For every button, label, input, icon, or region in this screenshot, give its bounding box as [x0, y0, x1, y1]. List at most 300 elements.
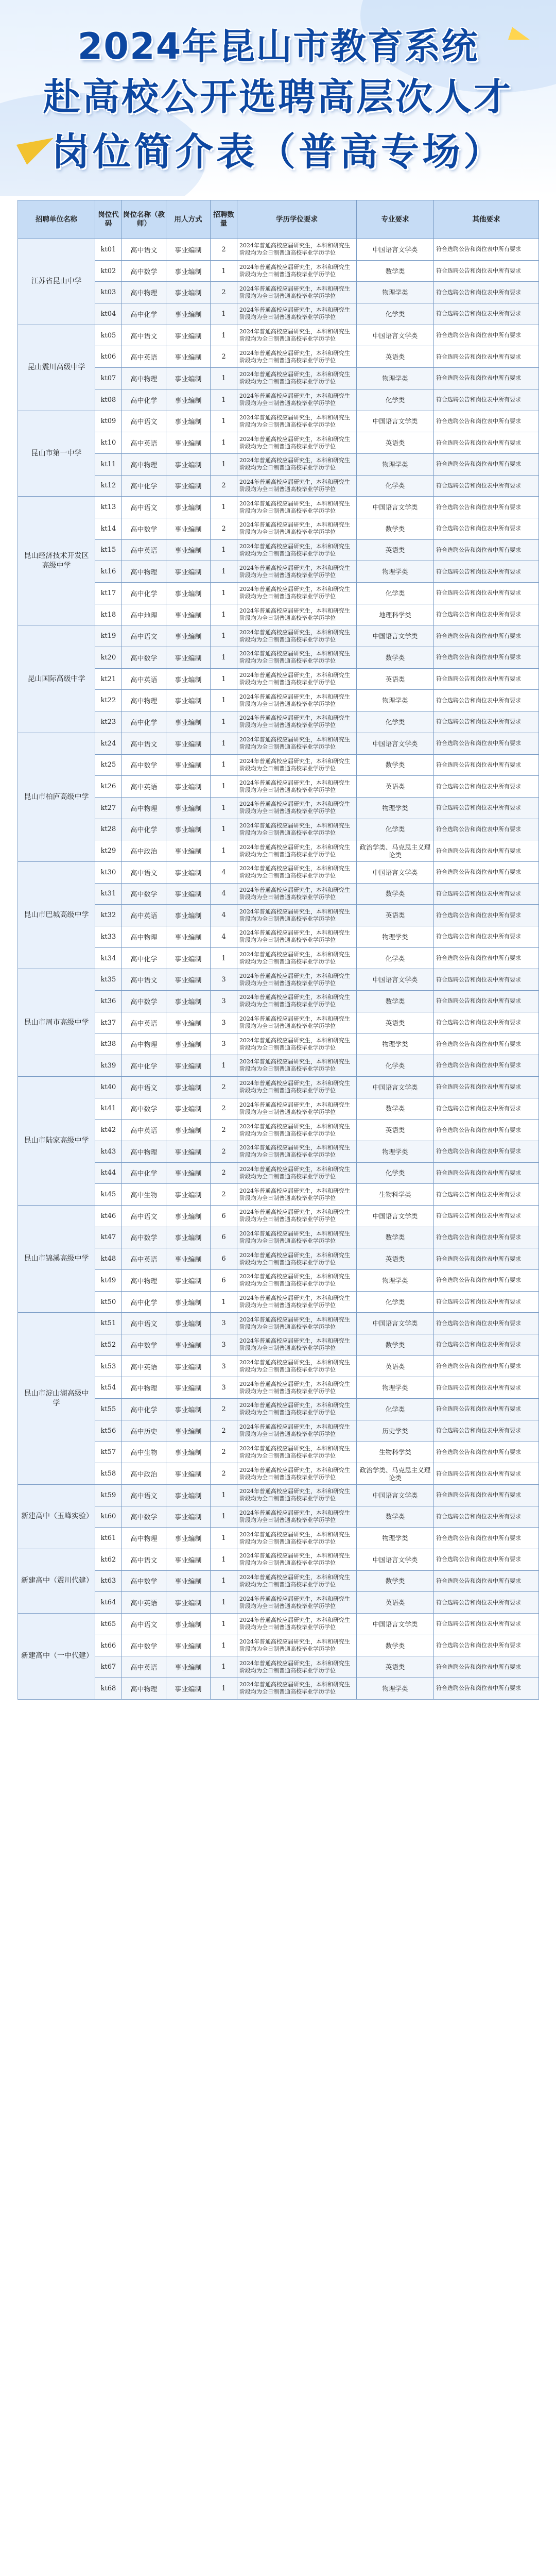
other-requirement-cell: 符合选聘公告和岗位表中所有要求 — [434, 303, 539, 325]
hire-count-cell: 1 — [211, 776, 237, 798]
education-requirement-cell: 2024年普通高校应届研究生，本科和研究生阶段均为全日制普通高校毕业学历学位 — [237, 346, 357, 368]
other-requirement-cell: 符合选聘公告和岗位表中所有要求 — [434, 926, 539, 948]
other-requirement-cell: 符合选聘公告和岗位表中所有要求 — [434, 1484, 539, 1506]
post-code-cell: kt39 — [95, 1055, 122, 1077]
hire-count-cell: 1 — [211, 668, 237, 690]
other-requirement-cell: 符合选聘公告和岗位表中所有要求 — [434, 668, 539, 690]
hire-count-cell: 1 — [211, 325, 237, 346]
education-requirement-cell: 2024年普通高校应届研究生，本科和研究生阶段均为全日制普通高校毕业学历学位 — [237, 561, 357, 583]
post-name-cell: 高中物理 — [122, 797, 166, 819]
post-name-cell: 高中数学 — [122, 1570, 166, 1592]
table-row — [18, 346, 539, 368]
employment-method-cell: 事业编制 — [166, 1635, 211, 1656]
education-requirement-cell: 2024年普通高校应届研究生，本科和研究生阶段均为全日制普通高校毕业学历学位 — [237, 1205, 357, 1227]
hire-count-cell: 6 — [211, 1227, 237, 1248]
column-header: 招聘单位名称 — [18, 200, 95, 239]
other-requirement-cell: 符合选聘公告和岗位表中所有要求 — [434, 282, 539, 303]
post-name-cell: 高中语文 — [122, 325, 166, 346]
education-requirement-cell: 2024年普通高校应届研究生，本科和研究生阶段均为全日制普通高校毕业学历学位 — [237, 1076, 357, 1098]
hire-count-cell: 1 — [211, 453, 237, 475]
other-requirement-cell: 符合选聘公告和岗位表中所有要求 — [434, 647, 539, 669]
major-requirement-cell: 数学类 — [357, 1506, 434, 1528]
post-name-cell: 高中语文 — [122, 733, 166, 754]
employment-method-cell: 事业编制 — [166, 926, 211, 948]
major-requirement-cell: 中国语言文学类 — [357, 969, 434, 991]
education-requirement-cell: 2024年普通高校应届研究生，本科和研究生阶段均为全日制普通高校毕业学历学位 — [237, 1055, 357, 1077]
employment-method-cell: 事业编制 — [166, 1248, 211, 1270]
major-requirement-cell: 中国语言文学类 — [357, 497, 434, 518]
other-requirement-cell: 符合选聘公告和岗位表中所有要求 — [434, 1570, 539, 1592]
unit-name-cell: 昆山市锦溪高级中学 — [18, 1205, 95, 1312]
education-requirement-cell: 2024年普通高校应届研究生，本科和研究生阶段均为全日制普通高校毕业学历学位 — [237, 1420, 357, 1442]
other-requirement-cell: 符合选聘公告和岗位表中所有要求 — [434, 1549, 539, 1570]
education-requirement-cell: 2024年普通高校应届研究生，本科和研究生阶段均为全日制普通高校毕业学历学位 — [237, 1355, 357, 1377]
post-code-cell: kt12 — [95, 475, 122, 497]
education-requirement-cell: 2024年普通高校应届研究生，本科和研究生阶段均为全日制普通高校毕业学历学位 — [237, 1506, 357, 1528]
major-requirement-cell: 中国语言文学类 — [357, 1614, 434, 1635]
post-code-cell: kt55 — [95, 1399, 122, 1420]
post-name-cell: 高中物理 — [122, 1033, 166, 1055]
employment-method-cell: 事业编制 — [166, 303, 211, 325]
hire-count-cell: 1 — [211, 647, 237, 669]
education-requirement-cell: 2024年普通高校应届研究生，本科和研究生阶段均为全日制普通高校毕业学历学位 — [237, 1549, 357, 1570]
post-name-cell: 高中英语 — [122, 1248, 166, 1270]
table-row — [18, 539, 539, 561]
column-header: 用人方式 — [166, 200, 211, 239]
employment-method-cell: 事业编制 — [166, 947, 211, 969]
major-requirement-cell: 中国语言文学类 — [357, 1313, 434, 1334]
post-code-cell: kt10 — [95, 432, 122, 454]
post-name-cell: 高中化学 — [122, 1055, 166, 1077]
post-name-cell: 高中化学 — [122, 303, 166, 325]
post-name-cell: 高中物理 — [122, 1528, 166, 1549]
employment-method-cell: 事业编制 — [166, 453, 211, 475]
major-requirement-cell: 化学类 — [357, 1162, 434, 1184]
post-code-cell: kt13 — [95, 497, 122, 518]
post-name-cell: 高中英语 — [122, 1012, 166, 1033]
post-code-cell: kt26 — [95, 776, 122, 798]
post-name-cell: 高中语文 — [122, 1484, 166, 1506]
table-row — [18, 518, 539, 539]
post-name-cell: 高中语文 — [122, 411, 166, 432]
table-row — [18, 797, 539, 819]
education-requirement-cell: 2024年普通高校应届研究生，本科和研究生阶段均为全日制普通高校毕业学历学位 — [237, 1012, 357, 1033]
employment-method-cell: 事业编制 — [166, 1076, 211, 1098]
major-requirement-cell: 物理学类 — [357, 926, 434, 948]
other-requirement-cell: 符合选聘公告和岗位表中所有要求 — [434, 819, 539, 840]
major-requirement-cell: 化学类 — [357, 583, 434, 604]
post-code-cell: kt04 — [95, 303, 122, 325]
post-name-cell: 高中物理 — [122, 561, 166, 583]
hire-count-cell: 1 — [211, 797, 237, 819]
hire-count-cell: 3 — [211, 969, 237, 991]
hire-count-cell: 4 — [211, 926, 237, 948]
other-requirement-cell: 符合选聘公告和岗位表中所有要求 — [434, 861, 539, 883]
other-requirement-cell: 符合选聘公告和岗位表中所有要求 — [434, 389, 539, 411]
other-requirement-cell: 符合选聘公告和岗位表中所有要求 — [434, 432, 539, 454]
education-requirement-cell: 2024年普通高校应届研究生，本科和研究生阶段均为全日制普通高校毕业学历学位 — [237, 497, 357, 518]
employment-method-cell: 事业编制 — [166, 861, 211, 883]
major-requirement-cell: 英语类 — [357, 1248, 434, 1270]
major-requirement-cell: 英语类 — [357, 668, 434, 690]
hire-count-cell: 1 — [211, 733, 237, 754]
post-code-cell: kt18 — [95, 604, 122, 625]
post-name-cell: 高中英语 — [122, 346, 166, 368]
post-code-cell: kt16 — [95, 561, 122, 583]
major-requirement-cell: 物理学类 — [357, 1033, 434, 1055]
employment-method-cell: 事业编制 — [166, 1355, 211, 1377]
education-requirement-cell: 2024年普通高校应届研究生，本科和研究生阶段均为全日制普通高校毕业学历学位 — [237, 754, 357, 776]
education-requirement-cell: 2024年普通高校应届研究生，本科和研究生阶段均为全日制普通高校毕业学历学位 — [237, 625, 357, 647]
post-name-cell: 高中语文 — [122, 497, 166, 518]
employment-method-cell: 事业编制 — [166, 1141, 211, 1162]
table-header-row — [18, 200, 539, 239]
education-requirement-cell: 2024年普通高校应届研究生，本科和研究生阶段均为全日制普通高校毕业学历学位 — [237, 1248, 357, 1270]
education-requirement-cell: 2024年普通高校应届研究生，本科和研究生阶段均为全日制普通高校毕业学历学位 — [237, 840, 357, 862]
post-code-cell: kt53 — [95, 1355, 122, 1377]
unit-name-cell: 昆山市周市高级中学 — [18, 969, 95, 1076]
table-row — [18, 1484, 539, 1506]
employment-method-cell: 事业编制 — [166, 1528, 211, 1549]
post-code-cell: kt29 — [95, 840, 122, 862]
table-row — [18, 453, 539, 475]
employment-method-cell: 事业编制 — [166, 1420, 211, 1442]
post-code-cell: kt63 — [95, 1570, 122, 1592]
education-requirement-cell: 2024年普通高校应届研究生，本科和研究生阶段均为全日制普通高校毕业学历学位 — [237, 1614, 357, 1635]
education-requirement-cell: 2024年普通高校应届研究生，本科和研究生阶段均为全日制普通高校毕业学历学位 — [237, 1442, 357, 1463]
post-name-cell: 高中物理 — [122, 1141, 166, 1162]
education-requirement-cell: 2024年普通高校应届研究生，本科和研究生阶段均为全日制普通高校毕业学历学位 — [237, 647, 357, 669]
employment-method-cell: 事业编制 — [166, 1162, 211, 1184]
hire-count-cell: 4 — [211, 861, 237, 883]
education-requirement-cell: 2024年普通高校应届研究生，本科和研究生阶段均为全日制普通高校毕业学历学位 — [237, 475, 357, 497]
post-code-cell: kt57 — [95, 1442, 122, 1463]
employment-method-cell: 事业编制 — [166, 1484, 211, 1506]
employment-method-cell: 事业编制 — [166, 1506, 211, 1528]
other-requirement-cell: 符合选聘公告和岗位表中所有要求 — [434, 1162, 539, 1184]
other-requirement-cell: 符合选聘公告和岗位表中所有要求 — [434, 733, 539, 754]
employment-method-cell: 事业编制 — [166, 668, 211, 690]
table-row — [18, 1528, 539, 1549]
hire-count-cell: 1 — [211, 1484, 237, 1506]
education-requirement-cell: 2024年普通高校应届研究生，本科和研究生阶段均为全日制普通高校毕业学历学位 — [237, 282, 357, 303]
employment-method-cell: 事业编制 — [166, 561, 211, 583]
employment-method-cell: 事业编制 — [166, 411, 211, 432]
hire-count-cell: 2 — [211, 1098, 237, 1120]
table-row — [18, 325, 539, 346]
employment-method-cell: 事业编制 — [166, 647, 211, 669]
education-requirement-cell: 2024年普通高校应届研究生，本科和研究生阶段均为全日制普通高校毕业学历学位 — [237, 260, 357, 282]
post-code-cell: kt02 — [95, 260, 122, 282]
other-requirement-cell: 符合选聘公告和岗位表中所有要求 — [434, 346, 539, 368]
post-code-cell: kt60 — [95, 1506, 122, 1528]
employment-method-cell: 事业编制 — [166, 969, 211, 991]
employment-method-cell: 事业编制 — [166, 883, 211, 905]
post-code-cell: kt20 — [95, 647, 122, 669]
major-requirement-cell: 数学类 — [357, 883, 434, 905]
employment-method-cell: 事业编制 — [166, 1570, 211, 1592]
hire-count-cell: 2 — [211, 1463, 237, 1485]
employment-method-cell: 事业编制 — [166, 1463, 211, 1485]
employment-method-cell: 事业编制 — [166, 1614, 211, 1635]
table-row — [18, 1270, 539, 1292]
employment-method-cell: 事业编制 — [166, 1184, 211, 1206]
unit-name-cell: 昆山市陆家高级中学 — [18, 1076, 95, 1205]
post-name-cell: 高中化学 — [122, 947, 166, 969]
education-requirement-cell: 2024年普通高校应届研究生，本科和研究生阶段均为全日制普通高校毕业学历学位 — [237, 776, 357, 798]
table-row — [18, 368, 539, 389]
education-requirement-cell: 2024年普通高校应届研究生，本科和研究生阶段均为全日制普通高校毕业学历学位 — [237, 905, 357, 926]
employment-method-cell: 事业编制 — [166, 905, 211, 926]
table-row — [18, 1205, 539, 1227]
hire-count-cell: 3 — [211, 1355, 237, 1377]
table-row — [18, 1291, 539, 1313]
table-row — [18, 1012, 539, 1033]
major-requirement-cell: 数学类 — [357, 991, 434, 1012]
major-requirement-cell: 化学类 — [357, 303, 434, 325]
employment-method-cell: 事业编制 — [166, 475, 211, 497]
table-row — [18, 711, 539, 733]
employment-method-cell: 事业编制 — [166, 346, 211, 368]
employment-method-cell: 事业编制 — [166, 1120, 211, 1141]
table-row — [18, 475, 539, 497]
hire-count-cell: 2 — [211, 518, 237, 539]
post-name-cell: 高中语文 — [122, 1313, 166, 1334]
employment-method-cell: 事业编制 — [166, 819, 211, 840]
other-requirement-cell: 符合选聘公告和岗位表中所有要求 — [434, 561, 539, 583]
hire-count-cell: 1 — [211, 604, 237, 625]
hire-count-cell: 1 — [211, 947, 237, 969]
education-requirement-cell: 2024年普通高校应届研究生，本科和研究生阶段均为全日制普通高校毕业学历学位 — [237, 239, 357, 261]
major-requirement-cell: 政治学类、马克思主义理论类 — [357, 840, 434, 862]
table-row — [18, 1184, 539, 1206]
major-requirement-cell: 英语类 — [357, 539, 434, 561]
other-requirement-cell: 符合选聘公告和岗位表中所有要求 — [434, 539, 539, 561]
table-row — [18, 1120, 539, 1141]
table-row — [18, 969, 539, 991]
post-name-cell: 高中物理 — [122, 1678, 166, 1700]
other-requirement-cell: 符合选聘公告和岗位表中所有要求 — [434, 497, 539, 518]
table-row — [18, 1055, 539, 1077]
other-requirement-cell: 符合选聘公告和岗位表中所有要求 — [434, 1205, 539, 1227]
education-requirement-cell: 2024年普通高校应届研究生，本科和研究生阶段均为全日制普通高校毕业学历学位 — [237, 991, 357, 1012]
post-name-cell: 高中数学 — [122, 518, 166, 539]
post-code-cell: kt33 — [95, 926, 122, 948]
hire-count-cell: 2 — [211, 1399, 237, 1420]
hire-count-cell: 2 — [211, 1162, 237, 1184]
post-name-cell: 高中生物 — [122, 1184, 166, 1206]
hire-count-cell: 3 — [211, 1334, 237, 1356]
other-requirement-cell: 符合选聘公告和岗位表中所有要求 — [434, 325, 539, 346]
hire-count-cell: 1 — [211, 303, 237, 325]
post-name-cell: 高中化学 — [122, 389, 166, 411]
education-requirement-cell: 2024年普通高校应届研究生，本科和研究生阶段均为全日制普通高校毕业学历学位 — [237, 389, 357, 411]
major-requirement-cell: 英语类 — [357, 432, 434, 454]
post-name-cell: 高中物理 — [122, 1270, 166, 1292]
other-requirement-cell: 符合选聘公告和岗位表中所有要求 — [434, 518, 539, 539]
hire-count-cell: 1 — [211, 497, 237, 518]
hire-count-cell: 1 — [211, 1291, 237, 1313]
employment-method-cell: 事业编制 — [166, 1098, 211, 1120]
column-header: 招聘数量 — [211, 200, 237, 239]
education-requirement-cell: 2024年普通高校应届研究生，本科和研究生阶段均为全日制普通高校毕业学历学位 — [237, 1270, 357, 1292]
employment-method-cell: 事业编制 — [166, 260, 211, 282]
post-code-cell: kt23 — [95, 711, 122, 733]
table-row — [18, 1678, 539, 1700]
table-row — [18, 1549, 539, 1570]
table-row — [18, 1656, 539, 1678]
employment-method-cell: 事业编制 — [166, 1678, 211, 1700]
education-requirement-cell: 2024年普通高校应届研究生，本科和研究生阶段均为全日制普通高校毕业学历学位 — [237, 1162, 357, 1184]
hire-count-cell: 1 — [211, 432, 237, 454]
hire-count-cell: 2 — [211, 1442, 237, 1463]
table-row — [18, 883, 539, 905]
major-requirement-cell: 英语类 — [357, 346, 434, 368]
education-requirement-cell: 2024年普通高校应届研究生，本科和研究生阶段均为全日制普通高校毕业学历学位 — [237, 1656, 357, 1678]
post-name-cell: 高中数学 — [122, 1098, 166, 1120]
education-requirement-cell: 2024年普通高校应届研究生，本科和研究生阶段均为全日制普通高校毕业学历学位 — [237, 1377, 357, 1399]
table-row — [18, 1635, 539, 1656]
other-requirement-cell: 符合选聘公告和岗位表中所有要求 — [434, 1463, 539, 1485]
post-code-cell: kt01 — [95, 239, 122, 261]
table-row — [18, 561, 539, 583]
post-name-cell: 高中英语 — [122, 905, 166, 926]
major-requirement-cell: 数学类 — [357, 260, 434, 282]
hire-count-cell: 1 — [211, 1570, 237, 1592]
other-requirement-cell: 符合选聘公告和岗位表中所有要求 — [434, 260, 539, 282]
education-requirement-cell: 2024年普通高校应届研究生，本科和研究生阶段均为全日制普通高校毕业学历学位 — [237, 926, 357, 948]
unit-name-cell: 昆山经济技术开发区高级中学 — [18, 497, 95, 625]
employment-method-cell: 事业编制 — [166, 389, 211, 411]
major-requirement-cell: 生物科学类 — [357, 1184, 434, 1206]
table-row — [18, 1506, 539, 1528]
education-requirement-cell: 2024年普通高校应届研究生，本科和研究生阶段均为全日制普通高校毕业学历学位 — [237, 819, 357, 840]
position-table — [18, 200, 538, 1700]
employment-method-cell: 事业编制 — [166, 1377, 211, 1399]
post-code-cell: kt68 — [95, 1678, 122, 1700]
employment-method-cell: 事业编制 — [166, 539, 211, 561]
other-requirement-cell: 符合选聘公告和岗位表中所有要求 — [434, 883, 539, 905]
post-code-cell: kt67 — [95, 1656, 122, 1678]
post-name-cell: 高中数学 — [122, 754, 166, 776]
post-name-cell: 高中物理 — [122, 368, 166, 389]
major-requirement-cell: 物理学类 — [357, 1528, 434, 1549]
hire-count-cell: 4 — [211, 905, 237, 926]
post-code-cell: kt06 — [95, 346, 122, 368]
major-requirement-cell: 化学类 — [357, 819, 434, 840]
post-name-cell: 高中英语 — [122, 1656, 166, 1678]
education-requirement-cell: 2024年普通高校应届研究生，本科和研究生阶段均为全日制普通高校毕业学历学位 — [237, 325, 357, 346]
post-name-cell: 高中物理 — [122, 926, 166, 948]
post-name-cell: 高中化学 — [122, 1162, 166, 1184]
post-code-cell: kt11 — [95, 453, 122, 475]
education-requirement-cell: 2024年普通高校应届研究生，本科和研究生阶段均为全日制普通高校毕业学历学位 — [237, 1678, 357, 1700]
employment-method-cell: 事业编制 — [166, 282, 211, 303]
employment-method-cell: 事业编制 — [166, 690, 211, 711]
education-requirement-cell: 2024年普通高校应届研究生，本科和研究生阶段均为全日制普通高校毕业学历学位 — [237, 368, 357, 389]
post-code-cell: kt05 — [95, 325, 122, 346]
table-row — [18, 733, 539, 754]
major-requirement-cell: 数学类 — [357, 754, 434, 776]
other-requirement-cell: 符合选聘公告和岗位表中所有要求 — [434, 1076, 539, 1098]
major-requirement-cell: 中国语言文学类 — [357, 325, 434, 346]
post-name-cell: 高中化学 — [122, 475, 166, 497]
hire-count-cell: 1 — [211, 754, 237, 776]
employment-method-cell: 事业编制 — [166, 797, 211, 819]
table-row — [18, 668, 539, 690]
major-requirement-cell: 数学类 — [357, 1570, 434, 1592]
post-name-cell: 高中数学 — [122, 647, 166, 669]
table-row — [18, 389, 539, 411]
table-row — [18, 776, 539, 798]
other-requirement-cell: 符合选聘公告和岗位表中所有要求 — [434, 797, 539, 819]
post-code-cell: kt14 — [95, 518, 122, 539]
hire-count-cell: 1 — [211, 819, 237, 840]
major-requirement-cell: 化学类 — [357, 389, 434, 411]
other-requirement-cell: 符合选聘公告和岗位表中所有要求 — [434, 239, 539, 261]
other-requirement-cell: 符合选聘公告和岗位表中所有要求 — [434, 1227, 539, 1248]
major-requirement-cell: 物理学类 — [357, 453, 434, 475]
employment-method-cell: 事业编制 — [166, 1227, 211, 1248]
major-requirement-cell: 历史学类 — [357, 1420, 434, 1442]
post-code-cell: kt45 — [95, 1184, 122, 1206]
major-requirement-cell: 英语类 — [357, 1012, 434, 1033]
other-requirement-cell: 符合选聘公告和岗位表中所有要求 — [434, 947, 539, 969]
major-requirement-cell: 中国语言文学类 — [357, 1549, 434, 1570]
employment-method-cell: 事业编制 — [166, 583, 211, 604]
post-code-cell: kt15 — [95, 539, 122, 561]
table-row — [18, 647, 539, 669]
table-row — [18, 1334, 539, 1356]
other-requirement-cell: 符合选聘公告和岗位表中所有要求 — [434, 1420, 539, 1442]
employment-method-cell: 事业编制 — [166, 1270, 211, 1292]
major-requirement-cell: 英语类 — [357, 1355, 434, 1377]
education-requirement-cell: 2024年普通高校应届研究生，本科和研究生阶段均为全日制普通高校毕业学历学位 — [237, 539, 357, 561]
education-requirement-cell: 2024年普通高校应届研究生，本科和研究生阶段均为全日制普通高校毕业学历学位 — [237, 947, 357, 969]
major-requirement-cell: 地理科学类 — [357, 604, 434, 625]
other-requirement-cell: 符合选聘公告和岗位表中所有要求 — [434, 1506, 539, 1528]
education-requirement-cell: 2024年普通高校应届研究生，本科和研究生阶段均为全日制普通高校毕业学历学位 — [237, 733, 357, 754]
hire-count-cell: 1 — [211, 411, 237, 432]
hire-count-cell: 6 — [211, 1248, 237, 1270]
post-name-cell: 高中化学 — [122, 1399, 166, 1420]
post-name-cell: 高中化学 — [122, 819, 166, 840]
post-code-cell: kt25 — [95, 754, 122, 776]
title-line-2: 赴高校公开选聘高层次人才 — [43, 75, 513, 118]
major-requirement-cell: 中国语言文学类 — [357, 861, 434, 883]
table-row — [18, 604, 539, 625]
table-row — [18, 260, 539, 282]
post-code-cell: kt58 — [95, 1463, 122, 1485]
education-requirement-cell: 2024年普通高校应届研究生，本科和研究生阶段均为全日制普通高校毕业学历学位 — [237, 583, 357, 604]
employment-method-cell: 事业编制 — [166, 518, 211, 539]
post-code-cell: kt66 — [95, 1635, 122, 1656]
employment-method-cell: 事业编制 — [166, 840, 211, 862]
post-name-cell: 高中语文 — [122, 1614, 166, 1635]
major-requirement-cell: 物理学类 — [357, 1141, 434, 1162]
table-row — [18, 411, 539, 432]
other-requirement-cell: 符合选聘公告和岗位表中所有要求 — [434, 1055, 539, 1077]
post-code-cell: kt61 — [95, 1528, 122, 1549]
other-requirement-cell: 符合选聘公告和岗位表中所有要求 — [434, 690, 539, 711]
hire-count-cell: 4 — [211, 883, 237, 905]
education-requirement-cell: 2024年普通高校应届研究生，本科和研究生阶段均为全日制普通高校毕业学历学位 — [237, 1484, 357, 1506]
education-requirement-cell: 2024年普通高校应届研究生，本科和研究生阶段均为全日制普通高校毕业学历学位 — [237, 1033, 357, 1055]
major-requirement-cell: 物理学类 — [357, 1270, 434, 1292]
hire-count-cell: 1 — [211, 711, 237, 733]
other-requirement-cell: 符合选聘公告和岗位表中所有要求 — [434, 604, 539, 625]
poster-header — [0, 0, 556, 196]
